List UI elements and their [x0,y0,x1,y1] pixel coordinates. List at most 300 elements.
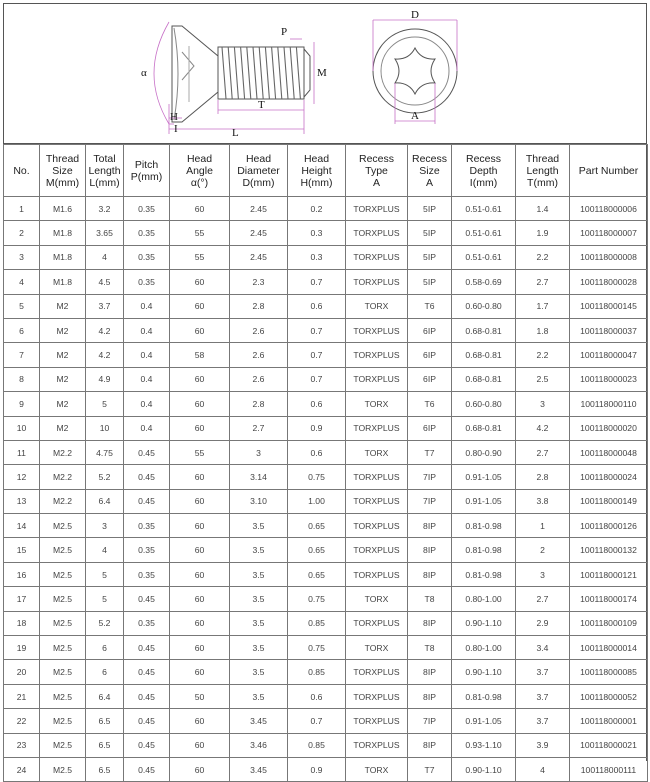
table-cell: 0.65 [288,538,346,562]
table-cell: 3.5 [230,562,288,586]
top-dimension-lines [373,20,457,124]
table-cell: 60 [170,489,230,513]
table-row [4,562,648,586]
table-cell: M2.5 [40,684,86,708]
column-header-line: P(mm) [130,170,163,183]
table-cell: 6.4 [86,684,124,708]
table-cell: 0.85 [288,733,346,757]
column-header [170,145,230,197]
table-cell: TORXPLUS [346,367,408,391]
spec-table [3,144,648,782]
table-cell: 60 [170,514,230,538]
table-cell: 3.5 [230,514,288,538]
table-cell: 12 [4,465,40,489]
table-cell: 100118000121 [570,562,648,586]
table-cell: 0.3 [288,245,346,269]
table-cell: 10 [86,416,124,440]
table-cell: M1.8 [40,270,86,294]
table-cell: 8IP [408,733,452,757]
table-cell: 60 [170,660,230,684]
table-cell: 0.45 [124,660,170,684]
column-header [40,145,86,197]
table-cell: 100118000085 [570,660,648,684]
column-header-line: Thread [45,152,80,165]
column-header-line: T(mm) [527,176,558,189]
table-cell: 0.35 [124,514,170,538]
table-cell: M1.8 [40,221,86,245]
table-row [4,245,648,269]
table-header-row [4,145,648,197]
table-cell: 0.68-0.81 [452,416,516,440]
column-header-line: Depth [469,164,498,177]
table-cell: 3 [516,392,570,416]
table-cell: 0.45 [124,757,170,781]
table-cell: 0.93-1.10 [452,733,516,757]
table-cell: 5 [86,587,124,611]
table-cell: M1.6 [40,197,86,221]
table-cell: 1.8 [516,318,570,342]
table-cell: 3.8 [516,489,570,513]
table-cell: 3 [86,514,124,538]
table-cell: 100118000048 [570,440,648,464]
table-cell: 0.9 [288,757,346,781]
column-header-line: Length [526,164,559,177]
label-alpha: α [141,67,147,79]
table-cell: 100118000111 [570,757,648,781]
table-cell: 20 [4,660,40,684]
table-cell: 0.80-1.00 [452,587,516,611]
table-cell: 2.7 [230,416,288,440]
table-cell: 16 [4,562,40,586]
table-cell: 0.81-0.98 [452,684,516,708]
table-cell: 4.2 [516,416,570,440]
table-cell: 1.9 [516,221,570,245]
table-cell: 0.35 [124,270,170,294]
table-cell: 0.75 [288,636,346,660]
table-cell: T8 [408,587,452,611]
table-cell: 2.45 [230,197,288,221]
table-cell: 0.68-0.81 [452,367,516,391]
table-row [4,197,648,221]
column-header-line: Part Number [578,164,639,177]
table-cell: 100118000132 [570,538,648,562]
table-row [4,270,648,294]
table-cell: TORXPLUS [346,709,408,733]
table-cell: 100118000021 [570,733,648,757]
table-cell: 0.9 [288,416,346,440]
table-cell: 100118000028 [570,270,648,294]
table-cell: 7 [4,343,40,367]
table-cell: M2.5 [40,538,86,562]
table-cell: 0.4 [124,392,170,416]
table-cell: 0.35 [124,611,170,635]
table-cell: 0.6 [288,294,346,318]
table-cell: 5IP [408,197,452,221]
thread-line [247,47,251,99]
head-top-view [373,29,457,113]
column-header [516,145,570,197]
table-cell: 14 [4,514,40,538]
table-cell: 0.58-0.69 [452,270,516,294]
column-header-line: Total [93,152,116,165]
table-cell: TORXPLUS [346,416,408,440]
table-cell: 2.7 [516,440,570,464]
table-cell: 19 [4,636,40,660]
label-a: A [411,110,419,122]
table-cell: 8IP [408,538,452,562]
table-cell: 3.46 [230,733,288,757]
table-cell: 0.80-0.90 [452,440,516,464]
table-cell: 8IP [408,562,452,586]
table-cell: 5 [86,392,124,416]
thread-line [222,47,226,99]
table-cell: 8IP [408,660,452,684]
table-row [4,294,648,318]
table-row [4,416,648,440]
table-cell: T6 [408,294,452,318]
table-cell: 100118000001 [570,709,648,733]
table-cell: 7IP [408,465,452,489]
table-cell: 9 [4,392,40,416]
table-cell: 5IP [408,221,452,245]
table-cell: M2.2 [40,440,86,464]
table-cell: 0.81-0.98 [452,562,516,586]
table-cell: 21 [4,684,40,708]
table-cell: 3.10 [230,489,288,513]
table-cell: 0.45 [124,489,170,513]
table-row [4,709,648,733]
table-cell: M2 [40,367,86,391]
label-t: T [258,99,265,111]
table-cell: 0.65 [288,562,346,586]
column-header [408,145,452,197]
table-cell: 100118000109 [570,611,648,635]
table-cell: 50 [170,684,230,708]
table-cell: 0.45 [124,587,170,611]
table-cell: M2.5 [40,660,86,684]
label-h: H [170,111,178,123]
table-cell: M2.5 [40,757,86,781]
table-cell: M2.5 [40,611,86,635]
table-row [4,636,648,660]
table-cell: 24 [4,757,40,781]
column-header [124,145,170,197]
table-cell: 60 [170,733,230,757]
table-cell: 55 [170,245,230,269]
table-cell: 0.35 [124,562,170,586]
thread-line [228,47,232,99]
table-cell: 0.45 [124,709,170,733]
table-cell: 2.6 [230,367,288,391]
thread-line [290,47,294,99]
thread-line [259,47,263,99]
table-cell: 2.2 [516,245,570,269]
table-cell: 3.5 [230,636,288,660]
table-cell: 1.00 [288,489,346,513]
table-row [4,392,648,416]
table-cell: 60 [170,611,230,635]
table-row [4,538,648,562]
table-cell: TORXPLUS [346,538,408,562]
table-cell: 0.51-0.61 [452,245,516,269]
table-cell: TORX [346,757,408,781]
table-cell: 0.45 [124,733,170,757]
table-cell: M2.2 [40,489,86,513]
label-l: L [232,127,239,139]
table-cell: 100118000047 [570,343,648,367]
table-cell: M2 [40,343,86,367]
column-header-line: M(mm) [45,176,80,189]
table-cell: 100118000007 [570,221,648,245]
column-header-line: H(mm) [300,176,333,189]
column-header-line: Size [419,164,440,177]
table-cell: 0.35 [124,245,170,269]
table-cell: 2 [516,538,570,562]
table-cell: 4.75 [86,440,124,464]
column-header-line: Diameter [237,164,280,177]
table-cell: 0.60-0.80 [452,294,516,318]
thread-lines [222,47,300,99]
table-cell: M2.2 [40,465,86,489]
table-cell: 3.5 [230,684,288,708]
table-cell: 3 [516,562,570,586]
table-cell: TORXPLUS [346,221,408,245]
table-cell: 0.6 [288,392,346,416]
column-header-line: Head [303,152,330,165]
table-cell: M2.5 [40,636,86,660]
table-cell: 0.6 [288,684,346,708]
table-cell: 4 [86,245,124,269]
table-cell: TORXPLUS [346,660,408,684]
table-cell: 0.85 [288,611,346,635]
table-cell: 6 [86,636,124,660]
table-cell: 100118000020 [570,416,648,440]
table-cell: 100118000149 [570,489,648,513]
table-cell: 10 [4,416,40,440]
table-cell: 60 [170,392,230,416]
table-cell: T8 [408,636,452,660]
table-row [4,733,648,757]
column-header-line: α(°) [190,176,209,189]
table-cell: 0.91-1.05 [452,709,516,733]
table-cell: 0.4 [124,294,170,318]
table-cell: 8 [4,367,40,391]
table-cell: 0.4 [124,318,170,342]
table-cell: 3.2 [86,197,124,221]
table-cell: 7IP [408,709,452,733]
table-cell: 0.4 [124,416,170,440]
table-cell: 6 [86,660,124,684]
table-cell: M2.5 [40,709,86,733]
table-cell: TORXPLUS [346,489,408,513]
table-cell: TORXPLUS [346,562,408,586]
thread-line [241,47,245,99]
table-cell: 3.9 [516,733,570,757]
table-cell: 2.45 [230,245,288,269]
column-header-line: Head [245,152,272,165]
table-cell: 55 [170,221,230,245]
table-cell: 0.81-0.98 [452,538,516,562]
table-cell: 3.5 [230,611,288,635]
label-i: I [174,123,178,135]
table-cell: 0.51-0.61 [452,221,516,245]
table-cell: 4.2 [86,318,124,342]
thread-line [234,47,238,99]
table-row [4,465,648,489]
label-p: P [281,26,288,38]
table-cell: 17 [4,587,40,611]
table-row [4,660,648,684]
table-cell: 2.8 [230,392,288,416]
table-cell: TORX [346,440,408,464]
table-cell: 1.4 [516,197,570,221]
table-cell: 2.6 [230,343,288,367]
table-cell: 0.45 [124,440,170,464]
table-cell: T7 [408,440,452,464]
table-cell: 60 [170,709,230,733]
table-cell: M2.5 [40,562,86,586]
table-cell: 4 [4,270,40,294]
table-row [4,684,648,708]
table-cell: TORX [346,636,408,660]
table-cell: 5 [4,294,40,318]
table-row [4,587,648,611]
table-row [4,514,648,538]
table-cell: 5IP [408,270,452,294]
table-cell: 4 [86,538,124,562]
table-cell: 0.45 [124,465,170,489]
table-cell: 5IP [408,245,452,269]
table-cell: 6.5 [86,733,124,757]
table-cell: 4.2 [86,343,124,367]
table-cell: 23 [4,733,40,757]
spec-sheet [3,3,647,775]
table-cell: TORXPLUS [346,197,408,221]
table-cell: 55 [170,440,230,464]
table-cell: T7 [408,757,452,781]
column-header-line: Length [88,164,121,177]
table-cell: TORX [346,294,408,318]
table-cell: 3.7 [516,684,570,708]
thread-line [272,47,276,99]
table-cell: 11 [4,440,40,464]
table-cell: 2.9 [516,611,570,635]
table-cell: M1.8 [40,245,86,269]
table-cell: TORXPLUS [346,611,408,635]
table-cell: 3.45 [230,709,288,733]
table-cell: 0.80-1.00 [452,636,516,660]
table-cell: TORXPLUS [346,684,408,708]
table-cell: 4.9 [86,367,124,391]
label-d: D [411,9,419,21]
table-cell: 60 [170,562,230,586]
table-cell: TORXPLUS [346,343,408,367]
table-cell: 5 [86,562,124,586]
column-header-line: Type [365,164,388,177]
table-cell: M2 [40,392,86,416]
table-cell: 2.7 [516,587,570,611]
table-cell: 0.7 [288,318,346,342]
table-cell: 6.4 [86,489,124,513]
table-cell: 2.45 [230,221,288,245]
table-cell: 0.90-1.10 [452,611,516,635]
table-cell: 0.35 [124,221,170,245]
column-header-line: Recess [411,152,447,165]
table-cell: 100118000006 [570,197,648,221]
thread-line [265,47,269,99]
table-cell: 7IP [408,489,452,513]
table-cell: 2.5 [516,367,570,391]
table-cell: M2.5 [40,733,86,757]
column-header-line: A [425,176,433,189]
table-cell: 100118000014 [570,636,648,660]
column-header [570,145,648,197]
table-cell: 3.5 [230,587,288,611]
table-cell: 5.2 [86,611,124,635]
table-cell: 100118000126 [570,514,648,538]
table-row [4,343,648,367]
screw-head [172,26,218,122]
table-cell: 60 [170,636,230,660]
table-cell: 58 [170,343,230,367]
column-header-line: Thread [525,152,560,165]
table-cell: 1.7 [516,294,570,318]
table-cell: 3.4 [516,636,570,660]
table-cell: TORXPLUS [346,465,408,489]
table-cell: 60 [170,465,230,489]
table-cell: 2.8 [230,294,288,318]
table-cell: 100118000008 [570,245,648,269]
table-cell: 60 [170,587,230,611]
table-cell: TORXPLUS [346,514,408,538]
column-header [452,145,516,197]
table-cell: 3 [230,440,288,464]
table-cell: 8IP [408,514,452,538]
table-cell: 6 [4,318,40,342]
table-cell: 0.3 [288,221,346,245]
table-body [4,197,648,782]
table-cell: 2.2 [516,343,570,367]
table-cell: 0.7 [288,367,346,391]
table-cell: 1 [516,514,570,538]
table-cell: 0.75 [288,465,346,489]
table-cell: 0.6 [288,440,346,464]
table-cell: 0.90-1.10 [452,757,516,781]
table-cell: TORXPLUS [346,733,408,757]
column-header-line: Height [301,164,332,177]
table-cell: 6.5 [86,757,124,781]
table-cell: 100118000174 [570,587,648,611]
table-cell: 2.8 [516,465,570,489]
table-cell: 60 [170,538,230,562]
column-header-line: A [372,176,380,189]
table-cell: 0.2 [288,197,346,221]
column-header-line: D(mm) [242,176,275,189]
table-row [4,489,648,513]
table-cell: 0.7 [288,343,346,367]
column-header [288,145,346,197]
table-cell: 3.45 [230,757,288,781]
table-cell: 18 [4,611,40,635]
table-cell: M2.5 [40,587,86,611]
table-cell: 100118000052 [570,684,648,708]
table-cell: M2 [40,416,86,440]
table-cell: 2.6 [230,318,288,342]
table-cell: 6IP [408,343,452,367]
table-cell: 100118000023 [570,367,648,391]
table-cell: 3.7 [516,709,570,733]
table-cell: M2 [40,294,86,318]
